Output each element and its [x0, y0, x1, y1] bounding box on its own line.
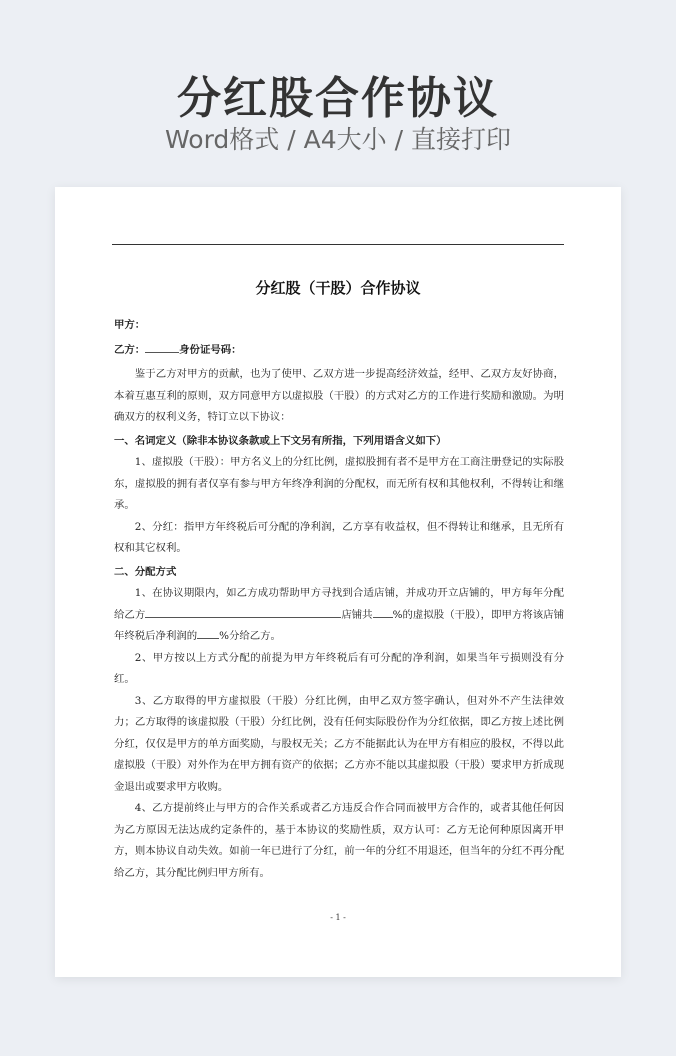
- section-2-item-2: 2、甲方按以上方式分配的前提为甲方年终税后有可分配的净利润，如果当年亏损则没有分红。: [114, 651, 564, 685]
- header-rule: [112, 244, 564, 245]
- banner-subtitle: Word格式 / A4大小 / 直接打印: [165, 125, 511, 154]
- s2-item1-part-d: %分给乙方。: [219, 630, 281, 642]
- section-2-heading: 二、分配方式: [114, 565, 177, 578]
- s2-item1-part-a: 1、在协议期限内，如乙方成功帮助甲方寻找到合适店铺，并成功开立店铺的，甲方每年分配给乙方: [114, 587, 564, 621]
- section-2-item-3: 3、乙方取得的甲方虚拟股（干股）分红比例，由甲乙双方签字确认，但对外不产生法律效力；乙方取得的该虚拟股（干股）分红比例，没有任何实际股份作为分红依据，即乙方按上述比例分红，仅仅是甲方的单方面奖励，与股权无关；乙方不能据此认为在甲方有相应的股权，不得以此虚拟股（干股）对外作为在甲方拥有资产的依据；乙方亦不能以其虚拟股（干股）要求甲方折成现金退出或要求甲方收购。: [114, 694, 564, 793]
- party-b-line: [114, 340, 564, 362]
- section-2-item-4: 4、乙方提前终止与甲方的合作关系或者乙方违反合作合同而被甲方合作的，或者其他任何因为乙方原因无法达成约定条件的，基于本协议的奖励性质，双方认可：乙方无论何种原因离开甲方，则本协议自动失效。如前一年已进行了分红，前一年的分红不用退还，但当年的分红不再分配给乙方，其分配比例归甲方所有。: [114, 802, 564, 879]
- party-b-id-label: 身份证号码：: [179, 343, 242, 356]
- store-name-blank: [145, 607, 341, 618]
- party-a-line: 甲方：: [114, 319, 146, 331]
- preamble-paragraph: 鉴于乙方对甲方的贡献，也为了使甲、乙双方进一步提高经济效益，经甲、乙双方友好协商，本着互惠互利的原则，双方同意甲方以虚拟股（干股）的方式对乙方的工作进行奖励和激励。为明确双方的权利义务，特订立以下协议：: [114, 368, 564, 423]
- party-b-name-blank: [145, 342, 179, 353]
- document-page: [55, 187, 621, 977]
- share-percent-blank: [373, 607, 393, 618]
- section-2-item-1: [114, 583, 564, 648]
- section-1-item-1: 1、虚拟股（干股）：甲方名义上的分红比例，虚拟股拥有者不是甲方在工商注册登记的实际股东，虚拟股的拥有者仅享有参与甲方年终净利润的分配权，而无所有权和其他权利，不得转让和继承。: [114, 456, 564, 511]
- s2-item1-part-b: 店铺共: [341, 608, 373, 621]
- banner-title: 分红股合作协议: [177, 73, 499, 124]
- section-1-item-2: 2、分红：指甲方年终税后可分配的净利润，乙方享有收益权，但不得转让和继承，且无所有权和其它权利。: [114, 520, 564, 554]
- document-title: 分红股（干股）合作协议: [255, 279, 421, 297]
- page-number: - 1 -: [330, 913, 346, 922]
- document-body: [114, 315, 564, 884]
- s2-item1-part-c: %的虚拟股（干股），即甲方将该店铺年终税后净利润的: [114, 608, 565, 642]
- section-1-heading: 一、名词定义（除非本协议条款或上下文另有所指，下列用语含义如下）: [114, 434, 447, 447]
- party-b-label: 乙方：: [114, 343, 146, 356]
- profit-percent-blank: [197, 628, 219, 639]
